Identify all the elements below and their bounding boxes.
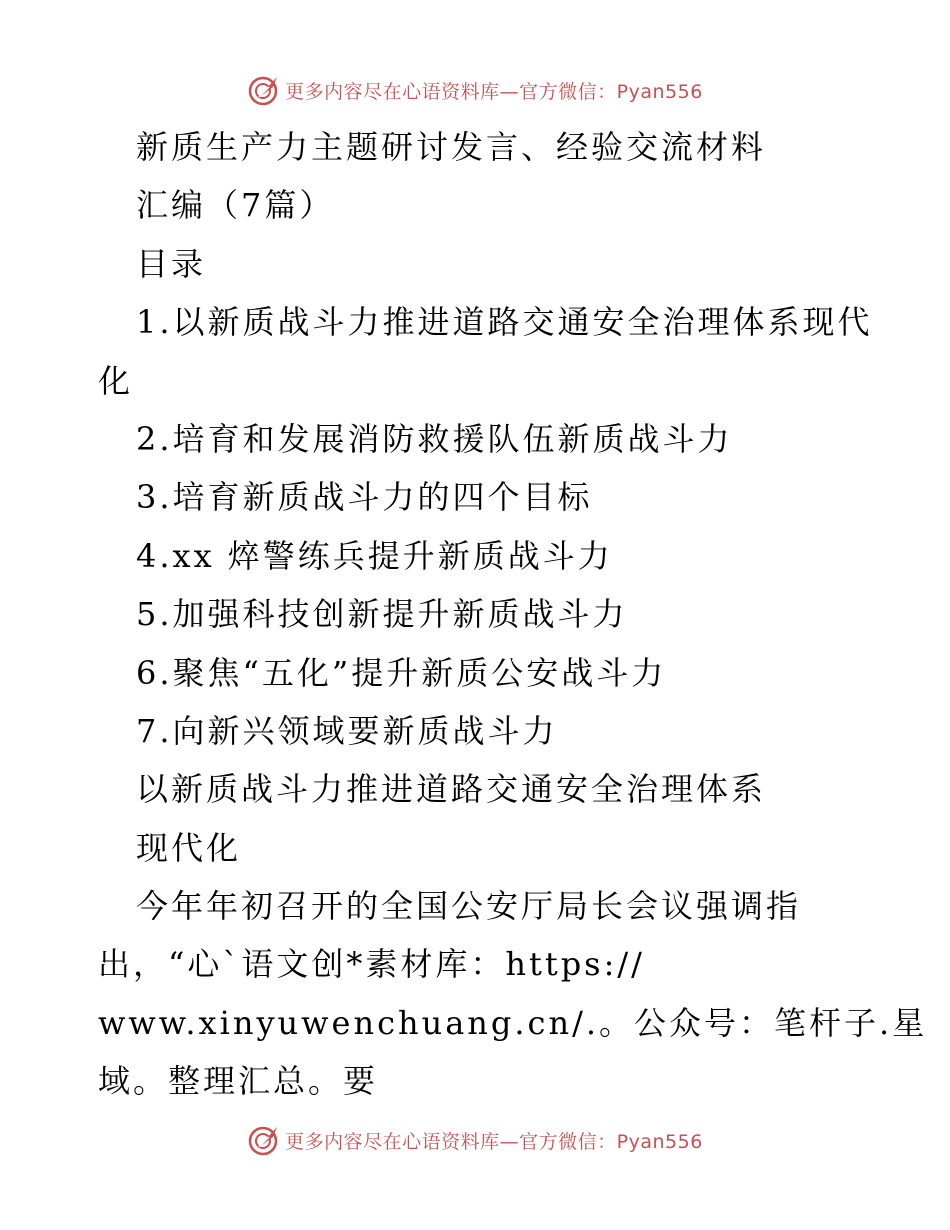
watermark-text: 更多内容尽在心语资料库—官方微信：Pyan556	[285, 80, 703, 103]
paragraph-line-1: 今年年初召开的全国公安厅局长会议强调指	[136, 887, 802, 926]
toc-item-7: 7.向新兴领域要新质战斗力	[136, 711, 558, 750]
toc-heading: 目录	[136, 244, 207, 283]
paragraph-line-3: www.xinyuwenchuang.cn/.。公众号：笔杆子.星	[98, 1003, 928, 1042]
toc-item-6: 6.聚焦“五化”提升新质公安战斗力	[136, 653, 667, 692]
toc-item-5: 5.加强科技创新提升新质战斗力	[136, 595, 628, 634]
toc-item-1: 1.以新质战斗力推进道路交通安全治理体系现代	[136, 303, 873, 342]
toc-item-1-continued: 化	[98, 361, 134, 400]
header-watermark	[0, 70, 950, 110]
doc-title-line-1: 新质生产力主题研讨发言、经验交流材料	[136, 128, 767, 166]
toc-item-3: 3.培育新质战斗力的四个目标	[136, 478, 593, 517]
document-body	[98, 118, 928, 1111]
paragraph-line-4: 域。整理汇总。要	[98, 1062, 379, 1101]
footer-watermark	[0, 1120, 950, 1160]
toc-item-4: 4.xx 焠警练兵提升新质战斗力	[136, 536, 613, 575]
quill-logo-icon	[247, 73, 281, 107]
doc-title-line-2: 汇编（7篇）	[136, 186, 335, 225]
paragraph-line-2: 出，“心`语文创*素材库：https://	[98, 945, 645, 984]
section-title-line-2: 现代化	[136, 828, 242, 867]
toc-item-2: 2.培育和发展消防救援队伍新质战斗力	[136, 419, 733, 458]
watermark-text: 更多内容尽在心语资料库—官方微信：Pyan556	[285, 1130, 703, 1153]
quill-logo-icon	[247, 1123, 281, 1157]
section-title-line-1: 以新质战斗力推进道路交通安全治理体系	[136, 770, 767, 809]
